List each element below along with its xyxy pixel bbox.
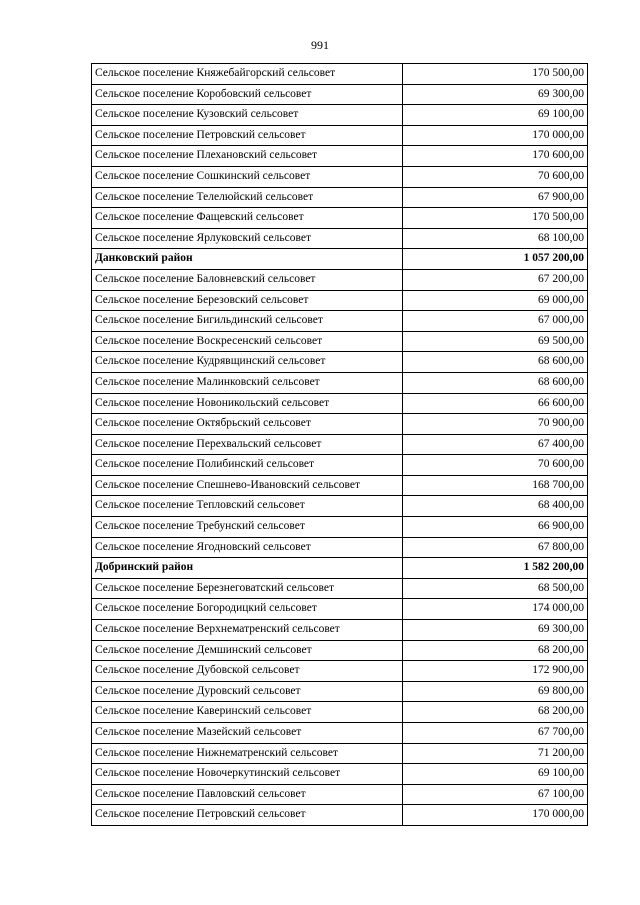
settlement-name-cell: Сельское поселение Княжебайгорский сельсовет	[92, 64, 403, 85]
table-row	[92, 620, 588, 641]
table-row	[92, 723, 588, 744]
settlement-name-cell: Сельское поселение Ягодновский сельсовет	[92, 537, 403, 558]
table-row	[92, 372, 588, 393]
settlement-name-cell: Сельское поселение Плехановский сельсовет	[92, 146, 403, 167]
amount-cell: 67 100,00	[403, 784, 588, 805]
table-row	[92, 537, 588, 558]
amount-cell: 66 900,00	[403, 517, 588, 538]
table-row	[92, 311, 588, 332]
district-amount-cell: 1 582 200,00	[403, 558, 588, 579]
settlement-name-cell: Сельское поселение Дубовской сельсовет	[92, 661, 403, 682]
settlement-name-cell: Сельское поселение Кузовский сельсовет	[92, 105, 403, 126]
table-row	[92, 64, 588, 85]
table-body	[92, 64, 588, 826]
table-row	[92, 784, 588, 805]
budget-allocation-table	[91, 63, 588, 826]
table-row	[92, 352, 588, 373]
table-row	[92, 414, 588, 435]
table-row	[92, 146, 588, 167]
table-row	[92, 208, 588, 229]
settlement-name-cell: Сельское поселение Каверинский сельсовет	[92, 702, 403, 723]
amount-cell: 69 300,00	[403, 620, 588, 641]
settlement-name-cell: Сельское поселение Перехвальский сельсовет	[92, 434, 403, 455]
amount-cell: 68 200,00	[403, 702, 588, 723]
table-row	[92, 84, 588, 105]
amount-cell: 69 300,00	[403, 84, 588, 105]
settlement-name-cell: Сельское поселение Октябрьский сельсовет	[92, 414, 403, 435]
page-number: 991	[311, 38, 329, 52]
amount-cell: 68 500,00	[403, 578, 588, 599]
settlement-name-cell: Сельское поселение Кудрявщинский сельсовет	[92, 352, 403, 373]
settlement-name-cell: Сельское поселение Березовский сельсовет	[92, 290, 403, 311]
table-row	[92, 475, 588, 496]
amount-cell: 70 900,00	[403, 414, 588, 435]
settlement-name-cell: Сельское поселение Павловский сельсовет	[92, 784, 403, 805]
table-row	[92, 702, 588, 723]
amount-cell: 69 500,00	[403, 331, 588, 352]
district-amount-cell: 1 057 200,00	[403, 249, 588, 270]
settlement-name-cell: Сельское поселение Дуровский сельсовет	[92, 681, 403, 702]
settlement-name-cell: Сельское поселение Новоникольский сельсовет	[92, 393, 403, 414]
district-row	[92, 249, 588, 270]
settlement-name-cell: Сельское поселение Демшинский сельсовет	[92, 640, 403, 661]
amount-cell: 68 200,00	[403, 640, 588, 661]
settlement-name-cell: Сельское поселение Воскресенский сельсовет	[92, 331, 403, 352]
amount-cell: 67 200,00	[403, 269, 588, 290]
settlement-name-cell: Сельское поселение Верхнематренский сельсовет	[92, 620, 403, 641]
amount-cell: 71 200,00	[403, 743, 588, 764]
amount-cell: 69 100,00	[403, 764, 588, 785]
table-row	[92, 228, 588, 249]
settlement-name-cell: Сельское поселение Сошкинский сельсовет	[92, 166, 403, 187]
table-row	[92, 455, 588, 476]
settlement-name-cell: Сельское поселение Малинковский сельсовет	[92, 372, 403, 393]
amount-cell: 174 000,00	[403, 599, 588, 620]
settlement-name-cell: Сельское поселение Березнеговатский сельсовет	[92, 578, 403, 599]
amount-cell: 172 900,00	[403, 661, 588, 682]
settlement-name-cell: Сельское поселение Телелюйский сельсовет	[92, 187, 403, 208]
table-row	[92, 331, 588, 352]
table-row	[92, 661, 588, 682]
amount-cell: 67 800,00	[403, 537, 588, 558]
table-row	[92, 764, 588, 785]
amount-cell: 70 600,00	[403, 166, 588, 187]
settlement-name-cell: Сельское поселение Нижнематренский сельсовет	[92, 743, 403, 764]
district-name-cell: Добринский район	[92, 558, 403, 579]
table-row	[92, 496, 588, 517]
amount-cell: 168 700,00	[403, 475, 588, 496]
table-row	[92, 599, 588, 620]
amount-cell: 67 900,00	[403, 187, 588, 208]
district-name-cell: Данковский район	[92, 249, 403, 270]
amount-cell: 170 000,00	[403, 125, 588, 146]
amount-cell: 170 000,00	[403, 805, 588, 826]
amount-cell: 68 600,00	[403, 352, 588, 373]
table-row	[92, 105, 588, 126]
table-row	[92, 187, 588, 208]
settlement-name-cell: Сельское поселение Фащевский сельсовет	[92, 208, 403, 229]
table-row	[92, 393, 588, 414]
table-row	[92, 125, 588, 146]
settlement-name-cell: Сельское поселение Петровский сельсовет	[92, 125, 403, 146]
amount-cell: 69 100,00	[403, 105, 588, 126]
settlement-name-cell: Сельское поселение Спешнево-Ивановский сельсовет	[92, 475, 403, 496]
amount-cell: 69 800,00	[403, 681, 588, 702]
table-row	[92, 290, 588, 311]
table-row	[92, 640, 588, 661]
district-row	[92, 558, 588, 579]
amount-cell: 68 400,00	[403, 496, 588, 517]
amount-cell: 67 400,00	[403, 434, 588, 455]
amount-cell: 170 600,00	[403, 146, 588, 167]
amount-cell: 67 000,00	[403, 311, 588, 332]
amount-cell: 69 000,00	[403, 290, 588, 311]
settlement-name-cell: Сельское поселение Требунский сельсовет	[92, 517, 403, 538]
settlement-name-cell: Сельское поселение Коробовский сельсовет	[92, 84, 403, 105]
table-row	[92, 269, 588, 290]
amount-cell: 66 600,00	[403, 393, 588, 414]
settlement-name-cell: Сельское поселение Петровский сельсовет	[92, 805, 403, 826]
settlement-name-cell: Сельское поселение Ярлуковский сельсовет	[92, 228, 403, 249]
table-row	[92, 743, 588, 764]
settlement-name-cell: Сельское поселение Бигильдинский сельсовет	[92, 311, 403, 332]
table-row	[92, 578, 588, 599]
settlement-name-cell: Сельское поселение Новочеркутинский сельсовет	[92, 764, 403, 785]
settlement-name-cell: Сельское поселение Богородицкий сельсовет	[92, 599, 403, 620]
settlement-name-cell: Сельское поселение Баловневский сельсовет	[92, 269, 403, 290]
amount-cell: 170 500,00	[403, 208, 588, 229]
table-row	[92, 166, 588, 187]
settlement-name-cell: Сельское поселение Полибинский сельсовет	[92, 455, 403, 476]
amount-cell: 68 600,00	[403, 372, 588, 393]
settlement-name-cell: Сельское поселение Тепловский сельсовет	[92, 496, 403, 517]
table-row	[92, 517, 588, 538]
amount-cell: 67 700,00	[403, 723, 588, 744]
amount-cell: 70 600,00	[403, 455, 588, 476]
settlement-name-cell: Сельское поселение Мазейский сельсовет	[92, 723, 403, 744]
amount-cell: 68 100,00	[403, 228, 588, 249]
table-row	[92, 434, 588, 455]
table-row	[92, 681, 588, 702]
table-row	[92, 805, 588, 826]
amount-cell: 170 500,00	[403, 64, 588, 85]
